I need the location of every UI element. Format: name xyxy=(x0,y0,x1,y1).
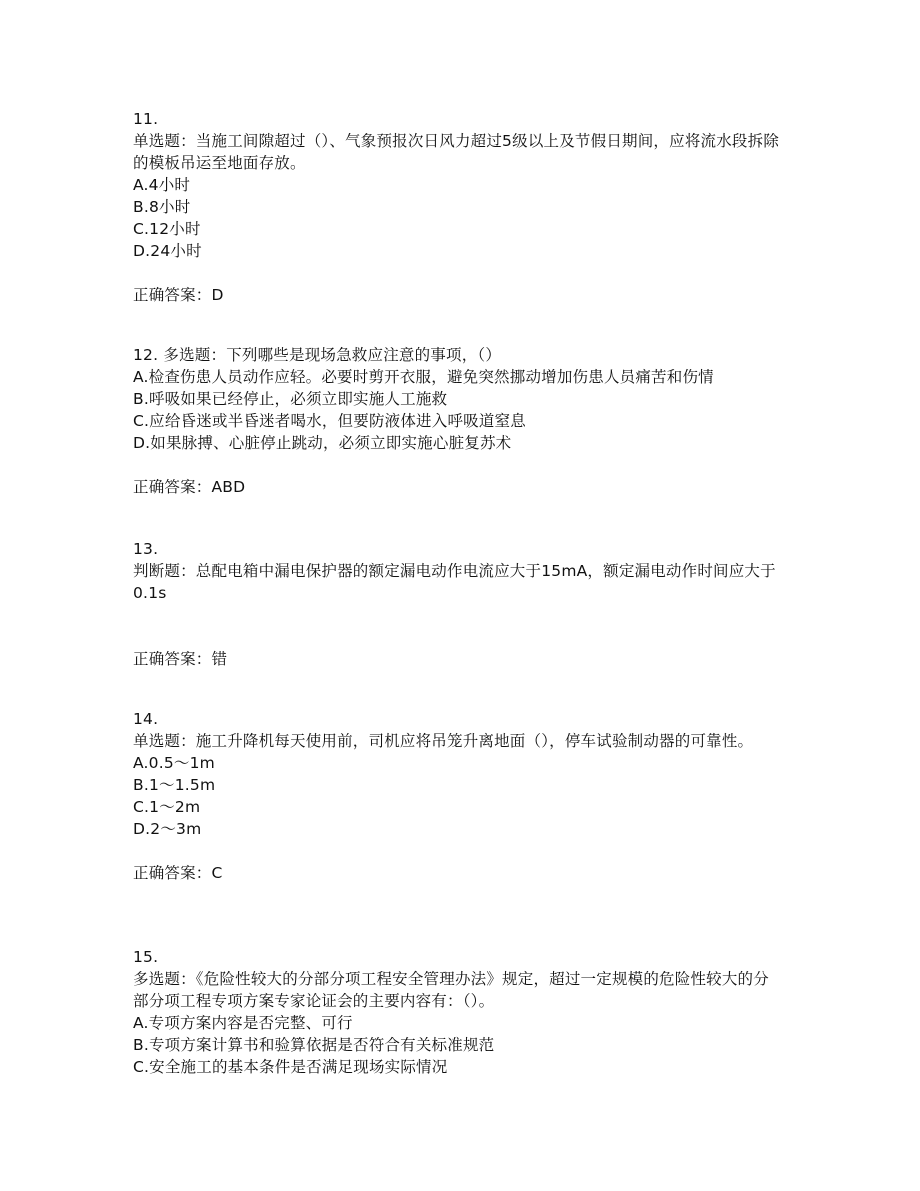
option-b: B.1～1.5m xyxy=(133,776,216,794)
option-c: C.12小时 xyxy=(133,220,201,238)
correct-answer: 正确答案：错 xyxy=(133,650,228,668)
option-b: B.呼吸如果已经停止，必须立即实施人工施救 xyxy=(133,390,448,408)
question-stem-text: 多选题：下列哪些是现场急救应注意的事项，（） xyxy=(163,346,502,364)
correct-answer: 正确答案：C xyxy=(133,864,223,882)
question-number: 15. xyxy=(133,948,159,966)
option-d: D.2～3m xyxy=(133,820,202,838)
option-a: A.检查伤患人员动作应轻。必要时剪开衣服，避免突然挪动增加伤患人员痛苦和伤情 xyxy=(133,368,714,386)
option-b: B.8小时 xyxy=(133,198,191,216)
option-c: C.安全施工的基本条件是否满足现场实际情况 xyxy=(133,1058,448,1076)
question-stem: 多选题：《危险性较大的分部分项工程安全管理办法》规定，超过一定规模的危险性较大的分部分项工程专项方案专家论证会的主要内容有：（）。 xyxy=(133,970,769,1010)
correct-answer: 正确答案：ABD xyxy=(133,478,246,496)
question-stem: 单选题：当施工间隙超过（）、气象预报次日风力超过5级以上及节假日期间，应将流水段拆除的模板吊运至地面存放。 xyxy=(133,132,780,172)
correct-answer: 正确答案：D xyxy=(133,286,224,304)
option-b: B.专项方案计算书和验算依据是否符合有关标准规范 xyxy=(133,1036,495,1054)
option-a: A.专项方案内容是否完整、可行 xyxy=(133,1014,353,1032)
question-number: 12. xyxy=(133,346,159,364)
question-number: 14. xyxy=(133,710,159,728)
option-c: C.应给昏迷或半昏迷者喝水，但要防液体进入呼吸道窒息 xyxy=(133,412,526,430)
question-number: 11. xyxy=(133,110,159,128)
question-11 xyxy=(133,108,793,306)
question-stem xyxy=(133,344,793,366)
question-number: 13. xyxy=(133,540,159,558)
question-stem: 判断题：总配电箱中漏电保护器的额定漏电动作电流应大于15mA，额定漏电动作时间应大于0.1s xyxy=(133,562,776,602)
option-a: A.4小时 xyxy=(133,176,191,194)
question-14 xyxy=(133,708,793,884)
option-d: D.24小时 xyxy=(133,242,202,260)
option-c: C.1～2m xyxy=(133,798,201,816)
question-13 xyxy=(133,538,793,670)
question-15 xyxy=(133,946,793,1078)
question-stem: 单选题：施工升降机每天使用前，司机应将吊笼升离地面（），停车试验制动器的可靠性。 xyxy=(133,732,754,750)
question-12 xyxy=(133,344,793,498)
option-d: D.如果脉搏、心脏停止跳动，必须立即实施心脏复苏术 xyxy=(133,434,512,452)
option-a: A.0.5～1m xyxy=(133,754,215,772)
